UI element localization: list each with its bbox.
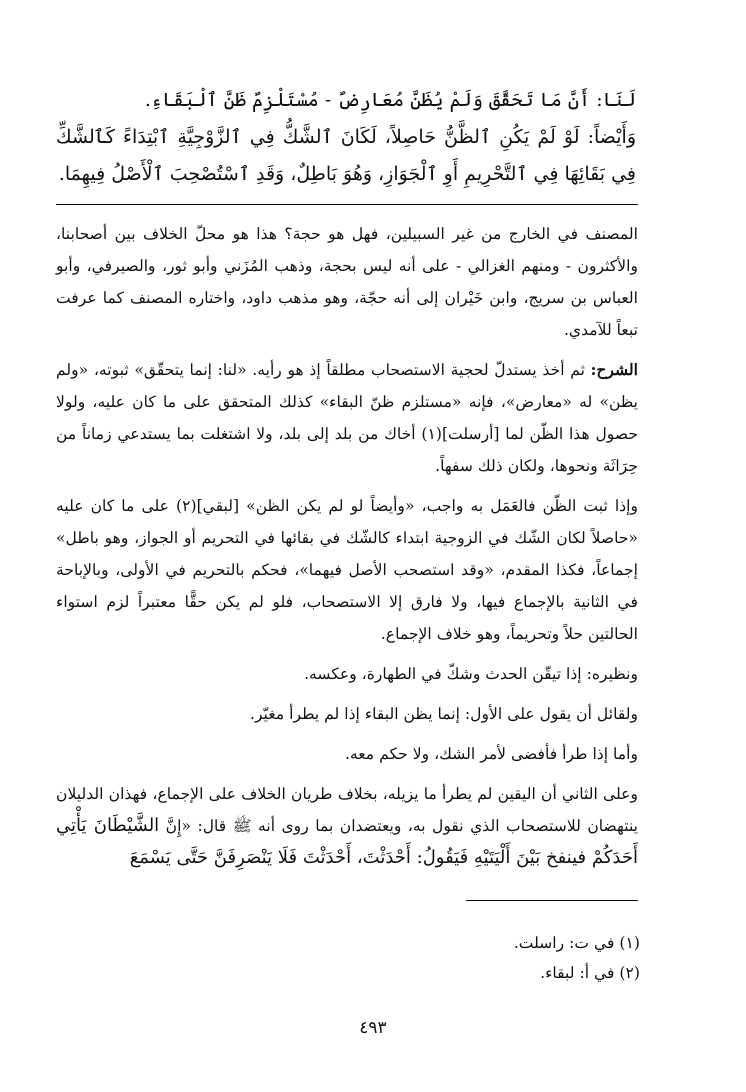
section-divider [56, 204, 638, 205]
matn-line-1: لَنَا: أَنَّ مَا تَحَقَّقَ وَلَمْ يُظَنَّ مُعَارِضٌ - مُسْتَلْزِمٌ ظَنَّ ٱلْبَقَاءِ. [144, 89, 636, 111]
commentary-paragraph-2-body: ثم أخذ يستدلّ لحجية الاستصحاب مطلقاً إذ هو رأيه. «لنا: إنما يتحقّق» ثبوته، «ولم يظن» له «معارض»، فإنه «مستلزم ظنّ البقاء» كذلك المتحقق على ما كان عليه، ولولا حصول هذا الظّن لما [أرسلت](١) أخاك من بلد إلى بلد، ولا اشتغلت بما يستدعي زماناً من حِرَاثَة ونحوها، ولكان ذلك سفهاً. [56, 361, 638, 475]
sharh-label: الشرح: [590, 360, 638, 379]
matn-text [56, 82, 636, 193]
footnote-2: (٢) في أ: لبقاء. [540, 964, 640, 982]
commentary-paragraph-5: ولقائل أن يقول على الأول: إنما يظن البقاء إذا لم يطرأ مغيّر. [250, 705, 638, 723]
commentary-paragraph-4: ونظيره: إذا تيقّن الحدث وشكّ في الطهارة، وعكسه. [304, 665, 638, 683]
hadith-quote: الشَّيْطَانَ يَأْتِي أَحَدَكُمْ فينفخ بَيْنَ أَلْيَتَيْهِ فَيَقُولُ: أَحْدَثْتَ، أَحْدَثْتَ فَلَا يَنْصَرِفَنَّ حَتَّى يَسْمَعَ [56, 815, 638, 868]
commentary-paragraph-2 [56, 354, 638, 482]
commentary-paragraph-7-body: وعلى الثاني أن اليقين لم يطرأ ما يزيله، بخلاف طريان الخلاف على الإجماع، فهذان الدليلان ينتهضان للاستصحاب الذي نقول به، ويعتضدان بما روى أنه ﷺ قال: «إِنَّ [56, 785, 639, 835]
commentary-paragraph-3: وإذا ثبت الظّن فالعَمَل به واجب، «وأيضاً لو لم يكن الظن» [لبقي](٢) على ما كان عليه «حاصلاً لكان الشّك في الزوجية ابتداء كالشّك في بقائها في التحريم أو الجواز، وهو باطل» إجماعاً، فكذا المقدم، «وقد استصحب الأصل فيهما»، فحكم بالتحريم في الأولى، وبالإباحة في الثانية بالإجماع فيها، ولا فارق إلا الاستصحاب، فلو لم يكن حقًّا معتبراً لزم استواء الحالتين حلاً وتحريماً، وهو خلاف الإجماع. [56, 497, 638, 643]
footnote-divider [466, 900, 638, 901]
commentary-text [56, 218, 638, 882]
commentary-paragraph-1: المصنف في الخارج من غير السبيلين، فهل هو حجة؟ هذا هو محلّ الخلاف بين أصحابنا، والأكثرون - ومنهم الغزالي - على أنه ليس بحجة، وذهب المُزَني وأبو ثور، والصيرفي، وأبو العباس بن سريج، وابن خَيْران إلى أنه حجّة، وهو مذهب داود، واختاره المصنف كما عرفت تبعاً للآمدي. [56, 225, 638, 339]
matn-line-2: وَأَيْضاً: لَوْ لَمْ يَكُنِ ٱلظَّنُّ حَاصِلاً، لَكَانَ ٱلشَّكُّ فِي ٱلزَّوْجِيَّةِ ٱبْتِدَاءً كَٱلشَّكِّ فِي بَقَائِهَا فِي ٱلتَّحْرِيمِ أَوِ ٱلْجَوَازِ، وَهُوَ بَاطِلٌ، وَقَدِ ٱسْتُصْحِبَ ٱلْأَصْلُ فِيهِمَا. [56, 126, 636, 185]
commentary-paragraph-7 [56, 778, 638, 874]
commentary-paragraph-6: وأما إذا طرأ فأفضى لأمر الشك، ولا حكم معه. [344, 745, 638, 763]
page-number: ٤٩٣ [359, 1018, 387, 1038]
footnotes [300, 928, 640, 988]
footnote-1: (١) في ت: راسلت. [513, 934, 640, 952]
